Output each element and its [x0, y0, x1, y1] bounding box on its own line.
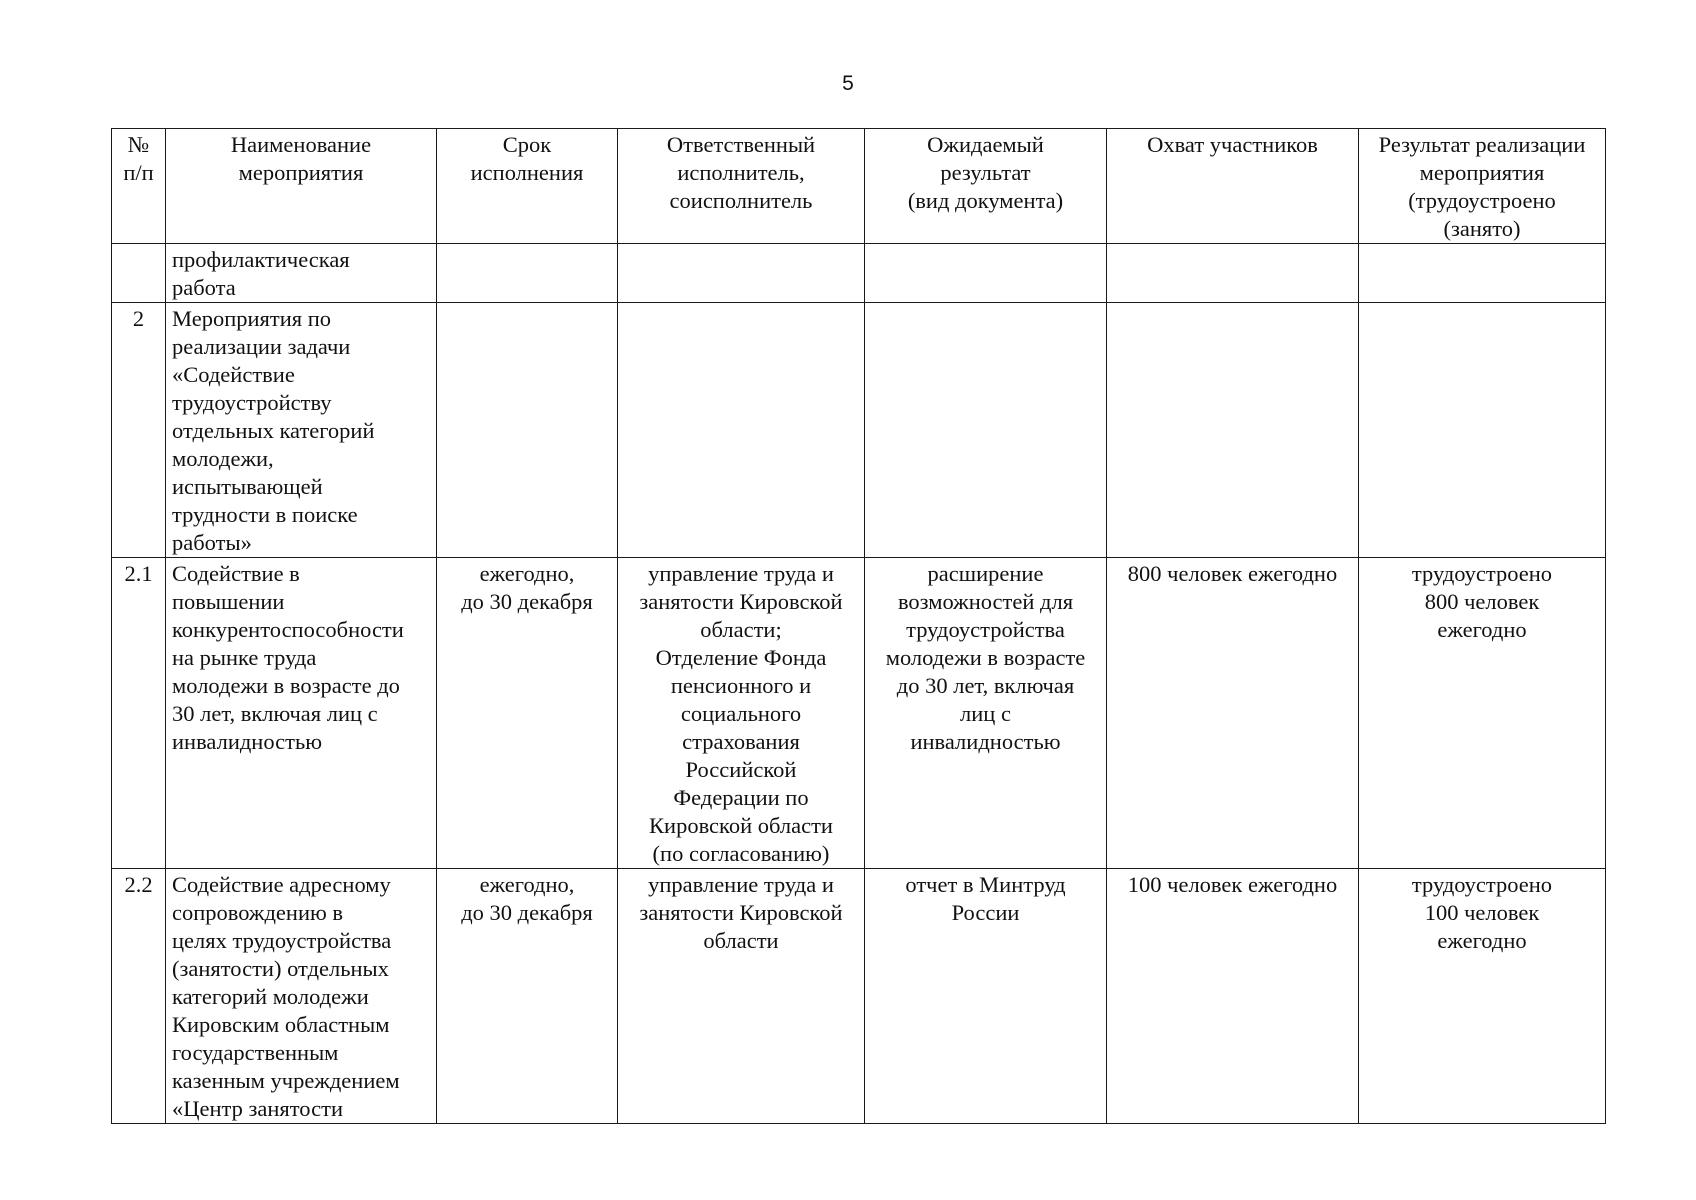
cell-coverage: 800 человек ежегодно	[1107, 558, 1359, 869]
table-header-row	[112, 129, 1606, 244]
cell-result	[1359, 244, 1606, 303]
cell-term: ежегодно, до 30 декабря	[437, 558, 618, 869]
table-row	[112, 558, 1606, 869]
cell-expected: расширение возможностей для трудоустройства молодежи в возрасте до 30 лет, включая лиц с инвалидностью	[865, 558, 1107, 869]
cell-result: трудоустроено 100 человек ежегодно	[1359, 869, 1606, 1124]
cell-term	[437, 244, 618, 303]
table-row	[112, 244, 1606, 303]
activities-table	[111, 128, 1606, 1124]
cell-num: 2.1	[112, 558, 166, 869]
cell-result: трудоустроено 800 человек ежегодно	[1359, 558, 1606, 869]
cell-expected: отчет в Минтруд России	[865, 869, 1107, 1124]
header-term: Срок исполнения	[437, 129, 618, 244]
header-name: Наименование мероприятия	[166, 129, 437, 244]
header-num: № п/п	[112, 129, 166, 244]
header-coverage: Охват участников	[1107, 129, 1359, 244]
cell-name: Содействие в повышении конкурентоспособности на рынке труда молодежи в возрасте до 30 лет, включая лиц с инвалидностью	[166, 558, 437, 869]
cell-responsible	[618, 303, 865, 558]
cell-coverage	[1107, 244, 1359, 303]
cell-name: профилактическая работа	[166, 244, 437, 303]
cell-responsible	[618, 244, 865, 303]
cell-num: 2	[112, 303, 166, 558]
cell-responsible: управление труда и занятости Кировской области	[618, 869, 865, 1124]
cell-name: Содействие адресному сопровождению в целях трудоустройства (занятости) отдельных категорий молодежи Кировским областным государственным казенным учреждением «Центр занятости	[166, 869, 437, 1124]
cell-term: ежегодно, до 30 декабря	[437, 869, 618, 1124]
cell-num: 2.2	[112, 869, 166, 1124]
page-number: 5	[842, 72, 854, 95]
cell-name: Мероприятия по реализации задачи «Содействие трудоустройству отдельных категорий молодежи, испытывающей трудности в поиске работы»	[166, 303, 437, 558]
cell-result	[1359, 303, 1606, 558]
header-result: Результат реализации мероприятия (трудоустроено (занято)	[1359, 129, 1606, 244]
cell-responsible: управление труда и занятости Кировской области; Отделение Фонда пенсионного и социального страхования Российской Федерации по Кировской области (по согласованию)	[618, 558, 865, 869]
cell-expected	[865, 244, 1107, 303]
cell-term	[437, 303, 618, 558]
header-responsible: Ответственный исполнитель, соисполнитель	[618, 129, 865, 244]
table-row	[112, 869, 1606, 1124]
cell-expected	[865, 303, 1107, 558]
cell-coverage: 100 человек ежегодно	[1107, 869, 1359, 1124]
table-row	[112, 303, 1606, 558]
header-expected: Ожидаемый результат (вид документа)	[865, 129, 1107, 244]
cell-coverage	[1107, 303, 1359, 558]
cell-num	[112, 244, 166, 303]
